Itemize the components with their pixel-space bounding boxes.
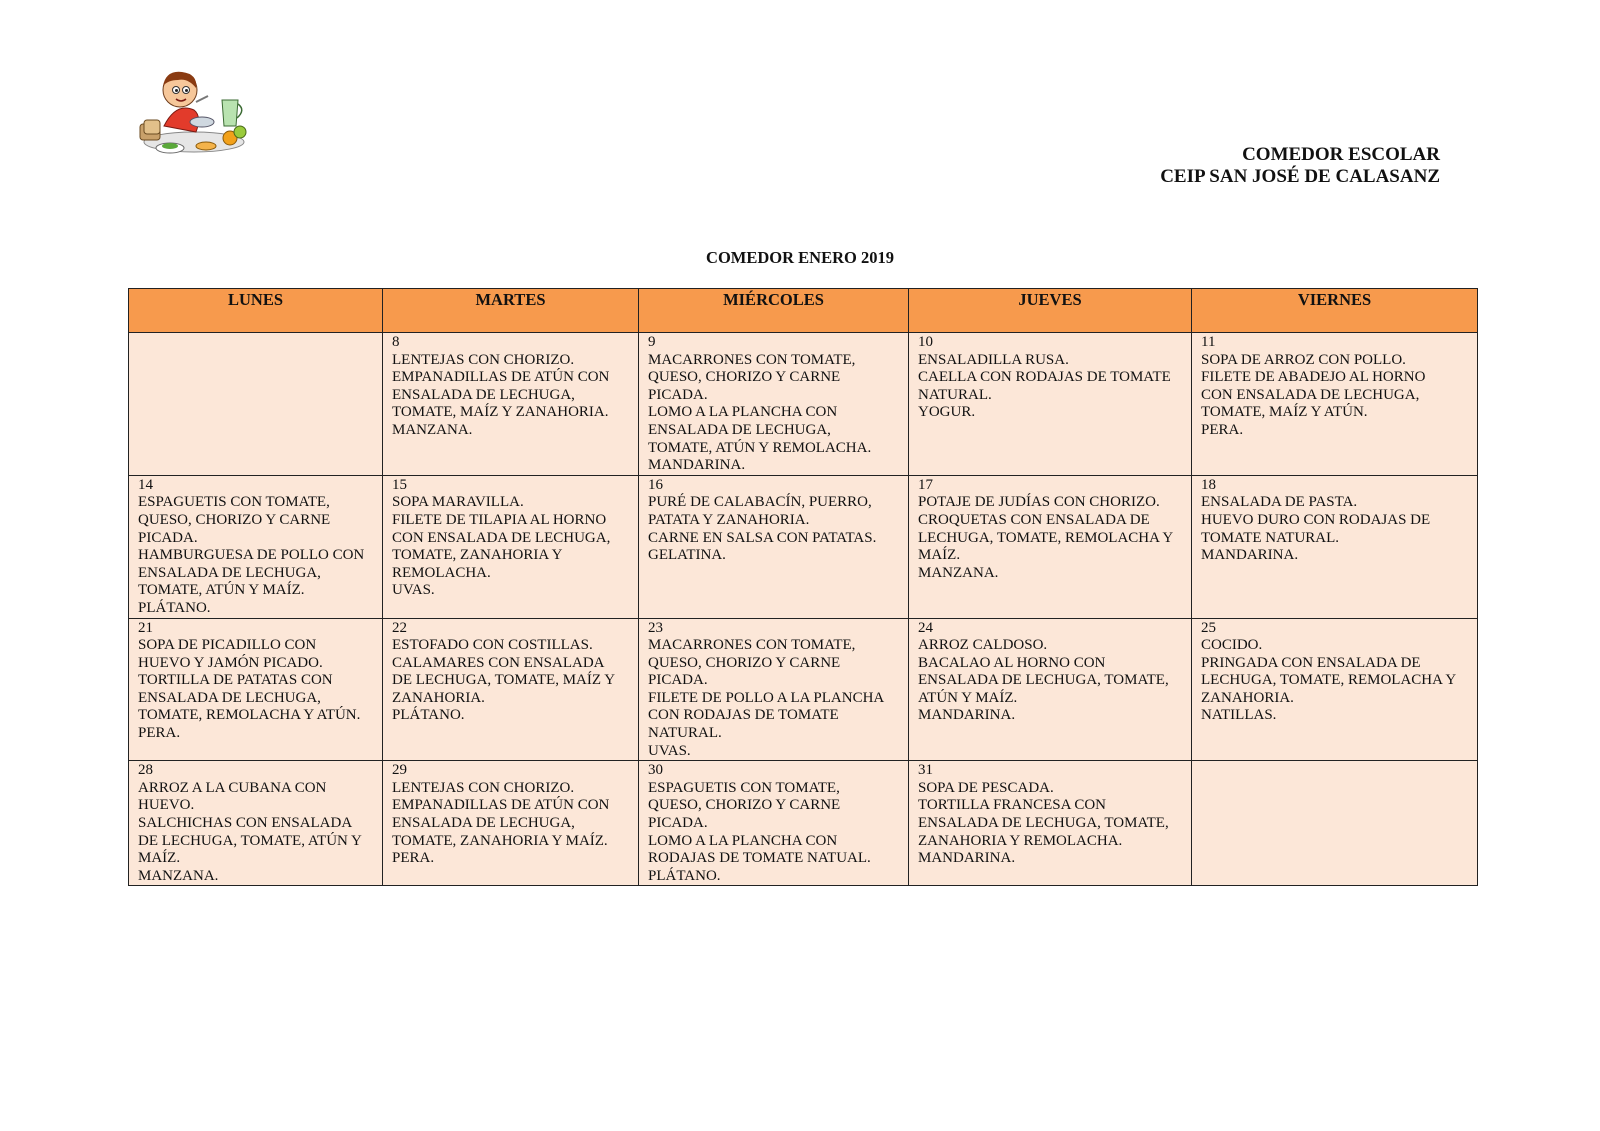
day-number: 16 — [648, 476, 663, 493]
menu-line: ENSALADA DE LECHUGA, — [138, 564, 321, 581]
menu-line: QUESO, CHORIZO Y CARNE — [648, 797, 841, 814]
school-header — [1160, 144, 1440, 188]
day-number: 22 — [392, 619, 407, 636]
menu-line: LENTEJAS CON CHORIZO. — [392, 779, 575, 796]
menu-line: ESTOFADO CON COSTILLAS. — [392, 637, 593, 654]
day-number: 28 — [138, 762, 153, 779]
menu-line: PATATA Y ZANAHORIA. — [648, 511, 810, 528]
menu-line: ESPAGUETIS CON TOMATE, — [648, 779, 840, 796]
menu-line: PICADA. — [648, 815, 708, 832]
menu-line: POTAJE DE JUDÍAS CON CHORIZO. — [918, 494, 1160, 511]
menu-line: TOMATE, REMOLACHA Y ATÚN. — [138, 707, 361, 724]
menu-line: CARNE EN SALSA CON PATATAS. — [648, 529, 877, 546]
menu-line: EMPANADILLAS DE ATÚN CON — [392, 369, 610, 386]
menu-line: NATURAL. — [648, 725, 722, 742]
menu-line: NATURAL. — [918, 386, 992, 403]
menu-cell — [1192, 475, 1478, 618]
menu-line: TOMATE, ZANAHORIA Y — [392, 547, 563, 564]
menu-line: CON ENSALADA DE LECHUGA, — [1201, 386, 1420, 403]
menu-line: RODAJAS DE TOMATE NATUAL. — [648, 850, 871, 867]
menu-line: NATILLAS. — [1201, 707, 1277, 724]
week-row — [129, 333, 1478, 476]
menu-line: FILETE DE ABADEJO AL HORNO — [1201, 369, 1426, 386]
menu-line: CON ENSALADA DE LECHUGA, — [392, 529, 611, 546]
menu-cell — [129, 475, 383, 618]
menu-line: MANDARINA. — [648, 457, 746, 474]
menu-line: ENSALADA DE LECHUGA, TOMATE, — [918, 672, 1169, 689]
menu-cell — [1192, 618, 1478, 761]
menu-line: GELATINA. — [648, 547, 726, 564]
menu-line: ATÚN Y MAÍZ. — [918, 689, 1018, 706]
menu-line: MACARRONES CON TOMATE, — [648, 637, 856, 654]
menu-line: MANDARINA. — [1201, 547, 1299, 564]
menu-line: PLÁTANO. — [648, 867, 721, 884]
menu-line: CALAMARES CON ENSALADA — [392, 654, 605, 671]
menu-line: ZANAHORIA. — [1201, 689, 1294, 706]
menu-line: ESPAGUETIS CON TOMATE, — [138, 494, 330, 511]
school-line-2: CEIP SAN JOSÉ DE CALASANZ — [1160, 166, 1440, 187]
week-row — [129, 618, 1478, 761]
menu-line: TOMATE, ATÚN Y MAÍZ. — [138, 582, 305, 599]
menu-cell — [639, 618, 909, 761]
menu-cell — [909, 618, 1192, 761]
menu-line: ARROZ CALDOSO. — [918, 637, 1048, 654]
day-number: 24 — [918, 619, 933, 636]
child-eating-logo-icon — [136, 66, 254, 162]
menu-line: PICADA. — [138, 529, 198, 546]
menu-line: EMPANADILLAS DE ATÚN CON — [392, 797, 610, 814]
day-number: 14 — [138, 476, 153, 493]
menu-line: FILETE DE POLLO A LA PLANCHA — [648, 689, 885, 706]
menu-line: MANZANA. — [138, 867, 219, 884]
menu-cell — [383, 761, 639, 886]
menu-line: UVAS. — [648, 742, 691, 759]
menu-line: PERA. — [392, 850, 435, 867]
menu-body — [129, 333, 1478, 886]
menu-line: REMOLACHA. — [392, 564, 491, 581]
menu-line: ENSALADA DE LECHUGA, TOMATE, — [918, 815, 1169, 832]
menu-line: ENSALADA DE LECHUGA, — [138, 689, 321, 706]
menu-line: ENSALADA DE LECHUGA, — [648, 421, 831, 438]
menu-line: MANDARINA. — [918, 850, 1016, 867]
menu-line: MAÍZ. — [918, 547, 961, 564]
school-line-1: COMEDOR ESCOLAR — [1242, 144, 1440, 165]
page-title: COMEDOR ENERO 2019 — [706, 248, 894, 267]
menu-line: ENSALADA DE PASTA. — [1201, 494, 1358, 511]
menu-line: ZANAHORIA Y REMOLACHA. — [918, 832, 1123, 849]
day-number: 31 — [918, 762, 933, 779]
menu-table — [128, 288, 1478, 886]
menu-line: MANZANA. — [918, 564, 999, 581]
column-header: VIERNES — [1192, 289, 1478, 333]
menu-line: TOMATE NATURAL. — [1201, 529, 1340, 546]
menu-line: TOMATE, ATÚN Y REMOLACHA. — [648, 439, 872, 456]
menu-line: TOMATE, MAÍZ Y ZANAHORIA. — [392, 404, 609, 421]
column-header: MARTES — [383, 289, 639, 333]
day-number: 10 — [918, 334, 933, 350]
day-number: 29 — [392, 762, 407, 779]
menu-line: LOMO A LA PLANCHA CON — [648, 832, 838, 849]
menu-cell — [909, 475, 1192, 618]
menu-cell — [639, 761, 909, 886]
menu-line: PERA. — [138, 725, 181, 742]
menu-line: HUEVO Y JAMÓN PICADO. — [138, 654, 323, 671]
menu-cell — [909, 761, 1192, 886]
header-row — [129, 289, 1478, 333]
column-header: MIÉRCOLES — [639, 289, 909, 333]
menu-line: TORTILLA DE PATATAS CON — [138, 672, 333, 689]
menu-line: PLÁTANO. — [392, 707, 465, 724]
menu-cell — [639, 333, 909, 476]
day-number: 9 — [648, 334, 656, 350]
day-number: 21 — [138, 619, 153, 636]
column-header: LUNES — [129, 289, 383, 333]
menu-line: MACARRONES CON TOMATE, — [648, 351, 856, 368]
day-number: 18 — [1201, 476, 1216, 493]
menu-cell — [639, 475, 909, 618]
day-number: 23 — [648, 619, 663, 636]
menu-cell — [383, 475, 639, 618]
menu-line: ZANAHORIA. — [392, 689, 485, 706]
menu-line: HUEVO. — [138, 797, 195, 814]
menu-line: PICADA. — [648, 386, 708, 403]
menu-line: QUESO, CHORIZO Y CARNE — [648, 369, 841, 386]
day-number: 30 — [648, 762, 663, 779]
week-row — [129, 475, 1478, 618]
menu-line: LECHUGA, TOMATE, REMOLACHA Y — [1201, 672, 1457, 689]
day-number: 11 — [1201, 334, 1216, 350]
menu-line: PICADA. — [648, 672, 708, 689]
week-row — [129, 761, 1478, 886]
menu-line: CROQUETAS CON ENSALADA DE — [918, 511, 1150, 528]
menu-line: LENTEJAS CON CHORIZO. — [392, 351, 575, 368]
menu-line: LOMO A LA PLANCHA CON — [648, 404, 838, 421]
menu-line: SOPA DE PICADILLO CON — [138, 637, 317, 654]
menu-line: ENSALADA DE LECHUGA, — [392, 815, 575, 832]
menu-line: TOMATE, ZANAHORIA Y MAÍZ. — [392, 832, 608, 849]
menu-line: PERA. — [1201, 421, 1244, 438]
menu-line: ARROZ A LA CUBANA CON — [138, 779, 327, 796]
menu-line: CON RODAJAS DE TOMATE — [648, 707, 839, 724]
day-number: 8 — [392, 334, 400, 350]
menu-line: SOPA DE PESCADA. — [918, 779, 1054, 796]
menu-line: HAMBURGUESA DE POLLO CON — [138, 547, 365, 564]
menu-line: SOPA MARAVILLA. — [392, 494, 524, 511]
menu-cell — [1192, 761, 1478, 886]
menu-line: YOGUR. — [918, 404, 976, 421]
day-number: 17 — [918, 476, 933, 493]
day-number: 25 — [1201, 619, 1216, 636]
menu-cell — [129, 618, 383, 761]
menu-line: CAELLA CON RODAJAS DE TOMATE — [918, 369, 1171, 386]
menu-line: SALCHICHAS CON ENSALADA — [138, 815, 353, 832]
menu-cell — [383, 333, 639, 476]
day-number: 15 — [392, 476, 407, 493]
menu-cell — [129, 333, 383, 476]
menu-line: UVAS. — [392, 582, 435, 599]
menu-line: PLÁTANO. — [138, 599, 211, 616]
menu-line: ENSALADILLA RUSA. — [918, 351, 1069, 368]
menu-line: HUEVO DURO CON RODAJAS DE — [1201, 511, 1431, 528]
menu-cell — [129, 761, 383, 886]
menu-cell — [383, 618, 639, 761]
menu-line: ENSALADA DE LECHUGA, — [392, 386, 575, 403]
menu-line: PRINGADA CON ENSALADA DE — [1201, 654, 1421, 671]
menu-line: TOMATE, MAÍZ Y ATÚN. — [1201, 404, 1368, 421]
menu-line: BACALAO AL HORNO CON — [918, 654, 1106, 671]
menu-line: MANDARINA. — [918, 707, 1016, 724]
menu-cell — [909, 333, 1192, 476]
menu-line: PURÉ DE CALABACÍN, PUERRO, — [648, 494, 872, 511]
column-header: JUEVES — [909, 289, 1192, 333]
menu-line: DE LECHUGA, TOMATE, ATÚN Y — [138, 832, 362, 849]
menu-line: QUESO, CHORIZO Y CARNE — [648, 654, 841, 671]
menu-line: MAÍZ. — [138, 850, 181, 867]
menu-line: FILETE DE TILAPIA AL HORNO — [392, 511, 607, 528]
menu-line: QUESO, CHORIZO Y CARNE — [138, 511, 331, 528]
menu-line: COCIDO. — [1201, 637, 1263, 654]
menu-line: SOPA DE ARROZ CON POLLO. — [1201, 351, 1406, 368]
menu-line: LECHUGA, TOMATE, REMOLACHA Y — [918, 529, 1174, 546]
menu-line: MANZANA. — [392, 421, 473, 438]
menu-cell — [1192, 333, 1478, 476]
menu-line: TORTILLA FRANCESA CON — [918, 797, 1107, 814]
menu-line: DE LECHUGA, TOMATE, MAÍZ Y — [392, 672, 616, 689]
